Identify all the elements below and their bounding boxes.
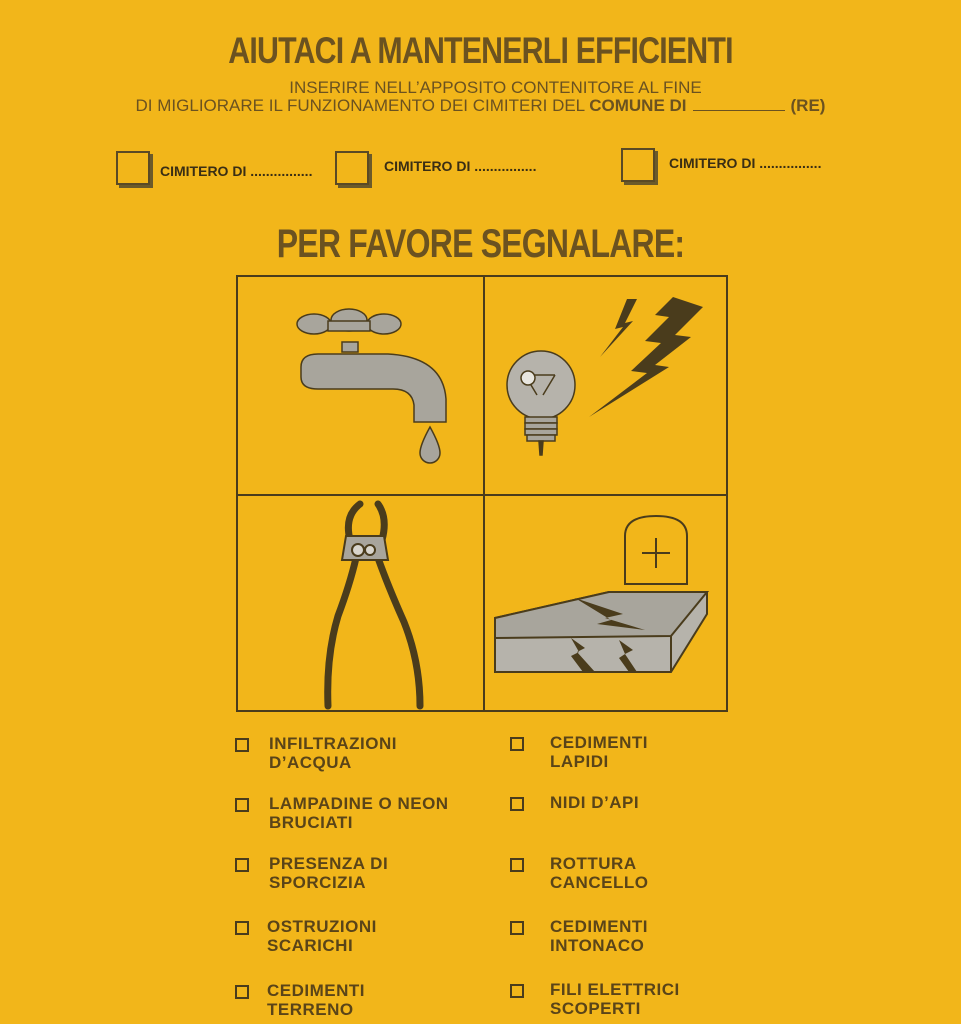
item-label-line1: CEDIMENTI — [267, 981, 365, 1000]
cemetery-checkbox-3[interactable] — [621, 148, 655, 182]
icon-grid — [236, 275, 728, 712]
item-label-line1: CEDIMENTI — [550, 733, 648, 752]
item-label-line2: SCOPERTI — [550, 999, 641, 1018]
item-label-line1: FILI ELETTRICI — [550, 980, 680, 999]
cemetery-label-1: CIMITERO DI ................ — [160, 163, 313, 179]
item-label-line2: INTONACO — [550, 936, 645, 955]
comune-label: COMUNE DI — [589, 96, 687, 115]
item-label-line1: OSTRUZIONI — [267, 917, 377, 936]
item-label-line2: TERRENO — [267, 1000, 354, 1019]
cracked-tombstone-icon — [485, 496, 730, 710]
checkbox[interactable] — [235, 985, 249, 999]
checkbox[interactable] — [510, 797, 524, 811]
subtitle-line-1: INSERIRE NELL’APPOSITO CONTENITORE AL FINE — [289, 78, 702, 97]
main-title: AIUTACI A MANTENERLI EFFICIENTI — [228, 30, 733, 71]
item-label-line1: CEDIMENTI — [550, 917, 648, 936]
item-label-line2: D’ACQUA — [269, 753, 352, 772]
checkbox[interactable] — [235, 858, 249, 872]
item-label-line2: LAPIDI — [550, 752, 609, 771]
item-label-line2: BRUCIATI — [269, 813, 353, 832]
section-title: PER FAVORE SEGNALARE: — [276, 222, 685, 266]
cemetery-label-3: CIMITERO DI ................ — [669, 155, 822, 171]
water-tap-icon — [238, 277, 483, 494]
item-label-line1: PRESENZA DI — [269, 854, 389, 873]
checkbox[interactable] — [235, 921, 249, 935]
checkbox[interactable] — [510, 921, 524, 935]
checkbox[interactable] — [510, 737, 524, 751]
checkbox[interactable] — [510, 984, 524, 998]
province-label: (RE) — [790, 96, 826, 115]
subtitle-line-2 — [0, 96, 961, 116]
light-bulb-lightning-icon — [485, 277, 730, 494]
cemetery-label-2: CIMITERO DI ................ — [384, 158, 537, 174]
subtitle-line-2-text: DI MIGLIORARE IL FUNZIONAMENTO DEI CIMITERI DEL — [135, 96, 590, 115]
cemetery-checkbox-2[interactable] — [335, 151, 369, 185]
item-label-line2: CANCELLO — [550, 873, 649, 892]
checkbox[interactable] — [235, 798, 249, 812]
pliers-icon — [238, 496, 483, 710]
item-label-line2: SCARICHI — [267, 936, 354, 955]
cemetery-checkbox-1[interactable] — [116, 151, 150, 185]
checkbox[interactable] — [510, 858, 524, 872]
checkbox[interactable] — [235, 738, 249, 752]
item-label-line1: NIDI D’API — [550, 793, 640, 812]
comune-blank-field[interactable] — [693, 96, 785, 111]
item-label-line1: LAMPADINE O NEON — [269, 794, 449, 813]
item-label-line1: INFILTRAZIONI — [269, 734, 397, 753]
item-label-line1: ROTTURA — [550, 854, 637, 873]
item-label-line2: SPORCIZIA — [269, 873, 367, 892]
